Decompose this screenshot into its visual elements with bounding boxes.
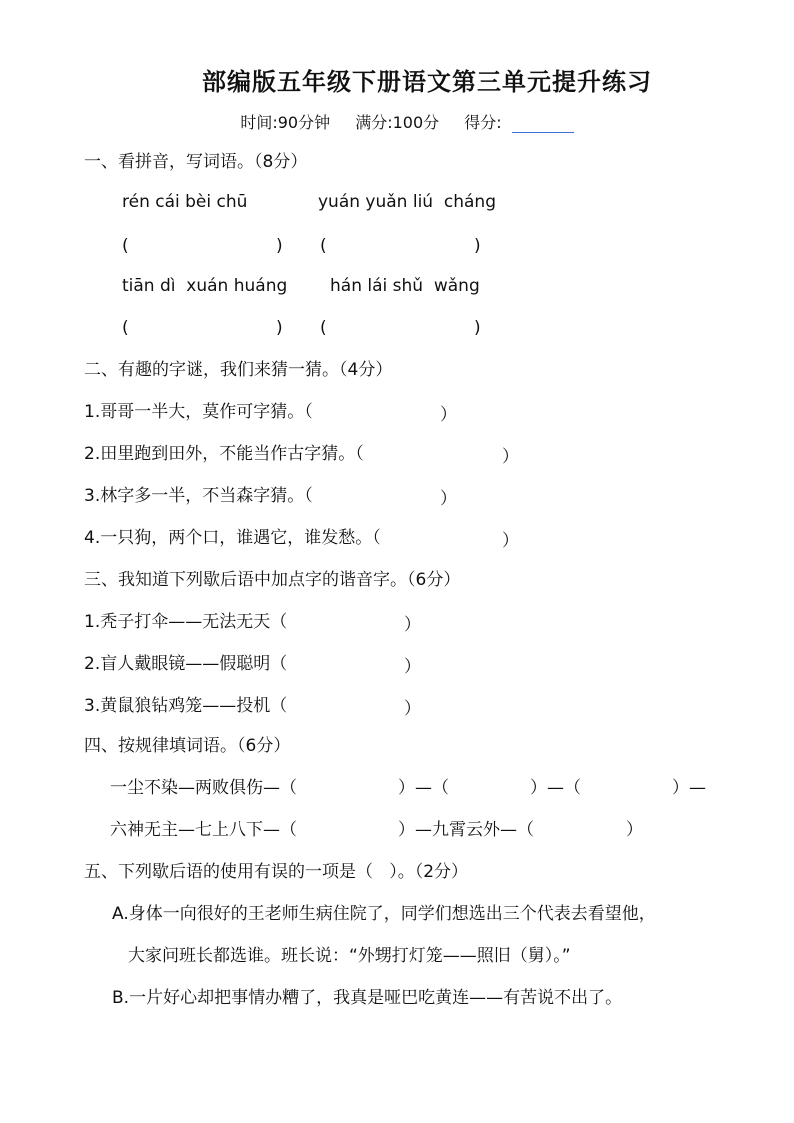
saying-3: 3.黄鼠狼钻鸡笼——投机（ xyxy=(84,696,288,716)
answer-open-2: ( xyxy=(320,236,327,256)
riddle-2: 2.田里跑到田外，不能当作古字猜。（ xyxy=(84,444,364,464)
saying-1: 1.秃子打伞——无法无天（ xyxy=(84,612,288,632)
pattern-row1-mid1: ）—（ xyxy=(398,778,449,798)
exam-time: 时间:90分钟 xyxy=(240,113,331,132)
pinyin-4: hán lái shǔ wǎng xyxy=(330,276,480,296)
section1-heading: 一、看拼音，写词语。（8分） xyxy=(84,152,308,172)
exam-full-score: 满分:100分 xyxy=(355,113,440,132)
section3-heading: 三、我知道下列歇后语中加点字的谐音字。（6分） xyxy=(84,570,461,590)
saying-1-close: ） xyxy=(404,615,421,635)
score-blank[interactable] xyxy=(512,114,574,133)
saying-2-close: ） xyxy=(404,657,421,677)
exam-meta xyxy=(0,110,794,133)
pattern-row1-end: ）— xyxy=(672,778,706,798)
answer-close-3: ) xyxy=(276,318,283,338)
saying-3-close: ） xyxy=(404,699,421,719)
riddle-4-close: ） xyxy=(502,531,519,551)
option-a-line1: A.身体一向很好的王老师生病住院了，同学们想选出三个代表去看望他， xyxy=(112,904,656,924)
pinyin-1: rén cái bèi chū xyxy=(122,192,248,212)
exam-score-field xyxy=(464,113,583,132)
riddle-2-close: ） xyxy=(502,447,519,467)
answer-open-3: ( xyxy=(122,318,129,338)
score-label: 得分: xyxy=(464,113,502,132)
riddle-1: 1.哥哥一半大，莫作可字猜。（ xyxy=(84,402,313,422)
option-a-line2: 大家问班长都选谁。班长说：“外甥打灯笼——照旧（舅）。” xyxy=(128,946,571,966)
pattern-row2-mid: ）—九霄云外—（ xyxy=(398,820,534,840)
section5-heading: 五、下列歇后语的使用有误的一项是（ ）。（2分） xyxy=(84,862,469,882)
pattern-row2-start: 六神无主—七上八下—（ xyxy=(110,820,297,840)
answer-close-2: ) xyxy=(474,236,481,256)
page-title: 部编版五年级下册语文第三单元提升练习 xyxy=(202,67,652,96)
answer-close-4: ) xyxy=(474,318,481,338)
pinyin-2: yuán yuǎn liú cháng xyxy=(318,192,496,212)
section4-heading: 四、按规律填词语。（6分） xyxy=(84,736,291,756)
option-b: B.一片好心却把事情办糟了，我真是哑巴吃黄连——有苦说不出了。 xyxy=(112,988,623,1008)
pinyin-3: tiān dì xuán huáng xyxy=(122,276,288,296)
answer-close-1: ) xyxy=(276,236,283,256)
pattern-row1-start: 一尘不染—两败俱伤—（ xyxy=(110,778,297,798)
answer-open-4: ( xyxy=(320,318,327,338)
riddle-4: 4.一只狗，两个口，谁遇它，谁发愁。（ xyxy=(84,528,381,548)
riddle-3-close: ） xyxy=(440,489,457,509)
answer-open-1: ( xyxy=(122,236,129,256)
pattern-row1-mid2: ）—（ xyxy=(530,778,581,798)
riddle-1-close: ） xyxy=(440,405,457,425)
pattern-row2-end: ） xyxy=(626,820,643,840)
riddle-3: 3.林字多一半，不当森字猜。（ xyxy=(84,486,313,506)
saying-2: 2.盲人戴眼镜——假聪明（ xyxy=(84,654,288,674)
section2-heading: 二、有趣的字谜，我们来猜一猜。（4分） xyxy=(84,360,393,380)
